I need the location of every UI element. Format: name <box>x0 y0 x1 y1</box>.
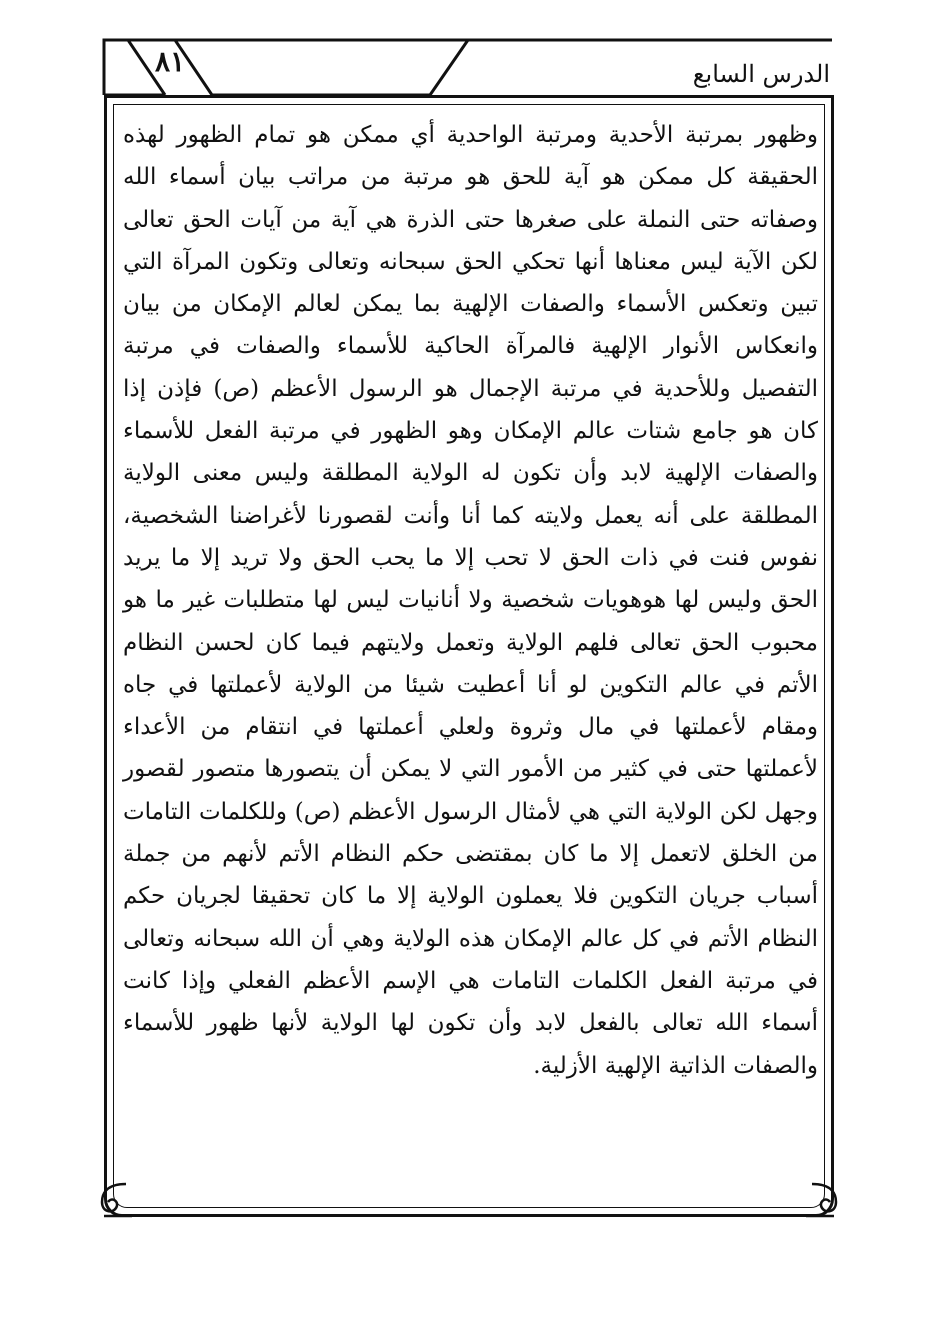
body-paragraph: وظهور بمرتبة الأحدية ومرتبة الواحدية أي ممكن هو تمام الظهور لهذه الحقيقة كل ممكن هو آية للحق هو مرتبة من مراتب بيان أسماء الله وصفاته حتى النملة على صغرها حتى الذرة هي آية من آيات الحق تعالى لكن الآية ليس معناها أنها تحكي الحق سبحانه وتعالى وتكون المرآة التي تبين وتعكس الأسماء والصفات الإلهية بما يمكن لعالم الإمكان من بيان وانعكاس الأنوار الإلهية فالمرآة الحاكية للأسماء والصفات في مرتبة التفصيل وللأحدية في مرتبة الإجمال هو الرسول الأعظم (ص) فإذن إذا كان هو جامع شتات عالم الإمكان وهو الظهور في مرتبة الفعل للأسماء والصفات الإلهية لابد وأن تكون له الولاية المطلقة وليس معنى الولاية المطلقة على أنه يعمل ولايته كما أنا وأنت لقصورنا لأغراضنا الشخصية، نفوس فنت في ذات الحق لا تحب إلا ما يحب الحق ولا تريد إلا ما يريد الحق وليس لها هوهويات شخصية ولا أنانيات ليس لها متطلبات غير ما هو محبوب الحق تعالى فلهم الولاية وتعمل ولايتهم فيما كان لحسن النظام الأتم في عالم التكوين لو أنا أعطيت شيئا من الولاية لأعملتها في جاه ومقام لأعملتها في مال وثروة ولعلي أعملتها في انتقام من الأعداء لأعملتها حتى في كثير من الأمور التي لا يمكن أن يتصورها متصور لقصور وجهل لكن الولاية التي هي لأمثال الرسول الأعظم (ص) وللكلمات التامات من الخلق لاتعمل إلا ما كان بمقتضى حكم النظام الأتم لأنهم من جملة أسباب جريان التكوين فلا يعملون الولاية إلا ما كان تحقيقا لجريان حكم النظام الأتم في كل عالم الإمكان هذه الولاية وهي أن الله سبحانه وتعالى في مرتبة الفعل الكلمات التامات هي الإسم الأعظم الفعلي وإذا كانت أسماء الله تعالى بالفعل لابد وأن تكون لها الولاية لأنها ظهور للأسماء والصفات الذاتية الإلهية الأزلية. <box>123 122 818 1079</box>
page-number: ٨١ <box>154 45 186 78</box>
chapter-title: الدرس السابع <box>692 60 830 88</box>
